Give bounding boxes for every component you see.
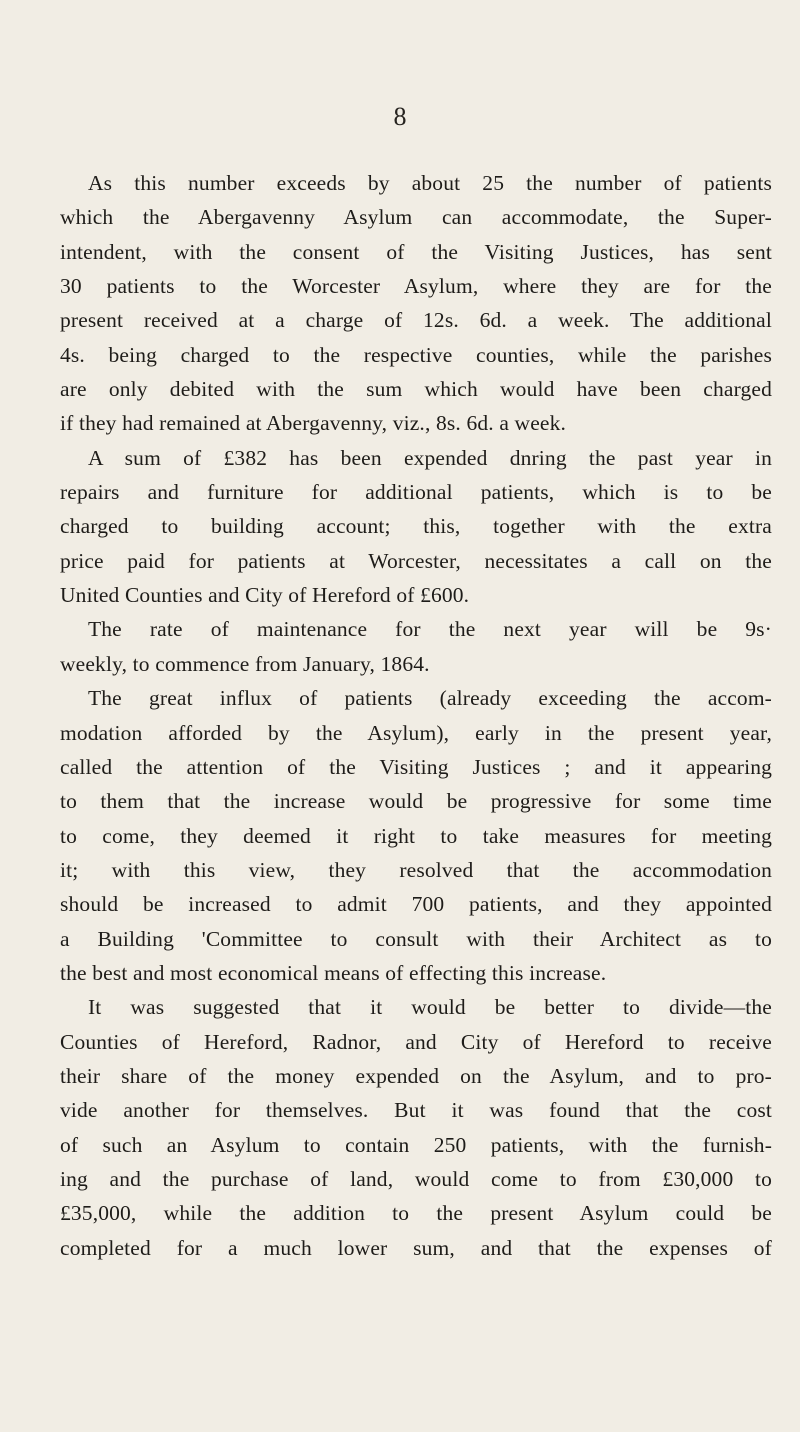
- text-line: the best and most economical means of effecting this increase.: [60, 960, 607, 985]
- text-line: Counties of Hereford, Radnor, and City of Hereford to receive: [60, 1029, 772, 1054]
- text-line: United Counties and City of Hereford of £600.: [60, 583, 470, 608]
- text-line: £35,000, while the addition to the present Asylum could be: [60, 1201, 772, 1226]
- text-line: The rate of maintenance for the next year will be 9s·: [88, 617, 772, 642]
- text-line: 4s. being charged to the respective counties, while the parishes: [60, 342, 772, 367]
- text-line: to them that the increase would be progressive for some time: [60, 789, 772, 814]
- text-line: ing and the purchase of land, would come to from £30,000 to: [60, 1166, 772, 1191]
- text-line: to come, they deemed it right to take measures for meeting: [60, 823, 772, 848]
- text-line: completed for a much lower sum, and that the expenses of: [60, 1235, 772, 1260]
- text-line: weekly, to commence from January, 1864.: [60, 651, 430, 676]
- text-line: modation afforded by the Asylum), early in the present year,: [60, 720, 772, 745]
- text-line: if they had remained at Abergavenny, viz., 8s. 6d. a week.: [60, 411, 567, 436]
- text-line: 30 patients to the Worcester Asylum, where they are for the: [60, 274, 772, 299]
- text-line: A sum of £382 has been expended dnring the past year in: [88, 445, 772, 470]
- text-line: It was suggested that it would be better to divide—the: [88, 995, 772, 1020]
- text-line: intendent, with the consent of the Visiting Justices, has sent: [60, 239, 772, 264]
- text-line: price paid for patients at Worcester, necessitates a call on the: [60, 548, 772, 573]
- text-line: called the attention of the Visiting Justices ; and it appearing: [60, 754, 772, 779]
- text-line: are only debited with the sum which would have been charged: [60, 377, 772, 402]
- text-line: of such an Asylum to contain 250 patients, with the furnish-: [60, 1132, 772, 1157]
- page-number: 8: [393, 102, 407, 131]
- text-line: which the Abergavenny Asylum can accommodate, the Super-: [60, 205, 772, 230]
- text-line: charged to building account; this, together with the extra: [60, 514, 772, 539]
- text-line: As this number exceeds by about 25 the number of patients: [88, 171, 772, 195]
- text-line: repairs and furniture for additional patients, which is to be: [60, 480, 772, 505]
- text-line: their share of the money expended on the Asylum, and to pro-: [60, 1063, 772, 1088]
- body-text: [60, 166, 772, 1265]
- text-line: The great influx of patients (already exceeding the accom-: [88, 686, 772, 711]
- text-line: should be increased to admit 700 patients, and they appointed: [60, 892, 772, 917]
- text-line: vide another for themselves. But it was found that the cost: [60, 1098, 772, 1123]
- text-line: a Building 'Committee to consult with their Architect as to: [60, 926, 772, 951]
- text-line: present received at a charge of 12s. 6d. a week. The additional: [60, 308, 772, 333]
- text-line: it; with this view, they resolved that the accommodation: [60, 857, 772, 882]
